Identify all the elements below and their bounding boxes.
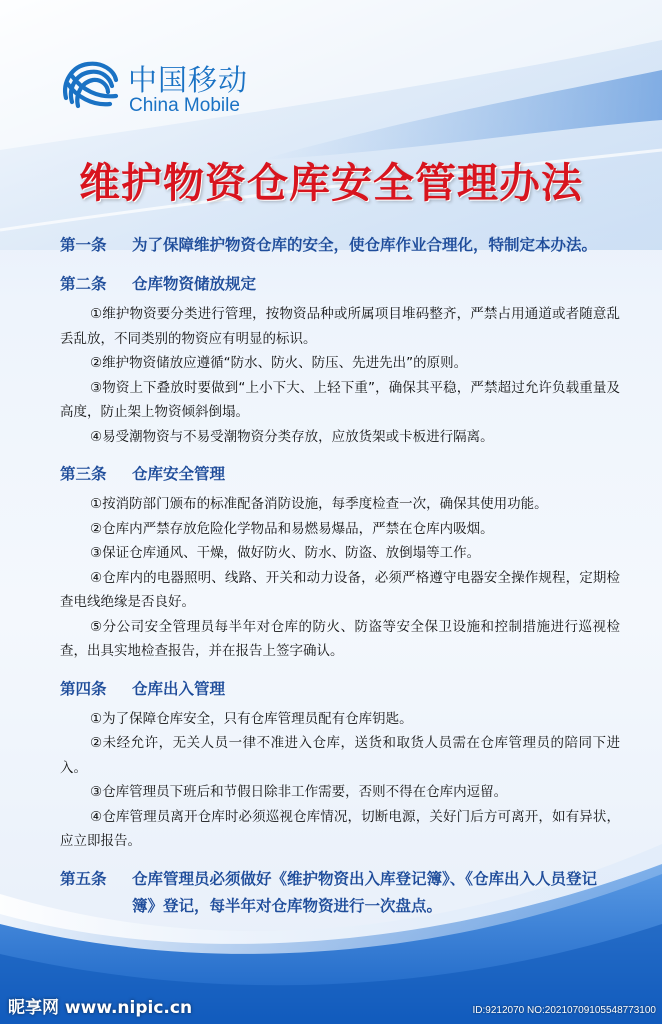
article-2-items [60,302,620,449]
list-item: ①按消防部门颁布的标准配备消防设施，每季度检查一次，确保其使用功能。 [90,496,548,512]
article-4-items [60,707,620,854]
list-item: ④仓库管理员离开仓库时必须巡视仓库情况，切断电源，关好门后方可离开，如有异状，应立即报告。 [60,808,620,849]
article-3-title: 仓库安全管理 [132,465,226,483]
list-item: ⑤分公司安全管理员每半年对仓库的防火、防盗等安全保卫设施和控制措施进行巡视检查，出具实地检查报告，并在报告上签字确认。 [60,618,620,659]
article-3-items [60,492,620,664]
list-item: ③保证仓库通风、干燥，做好防火、防水、防盗、放倒塌等工作。 [90,545,481,561]
article-1-text: 为了保障维护物资仓库的安全，使仓库作业合理化，特制定本办法。 [132,236,598,254]
watermark-site: 昵享网 www.nipic.cn [8,998,193,1018]
article-5-number: 第五条 [60,869,107,888]
article-5 [60,866,620,920]
list-item: ④仓库内的电器照明、线路、开关和动力设备，必须严格遵守电器安全操作规程，定期检查电线绝缘是否良好。 [60,569,620,610]
watermark-id: ID:9212070 NO:20210709105548773100 [472,1005,656,1016]
article-3-number: 第三条 [60,465,107,483]
article-2-title: 仓库物资储放规定 [132,275,257,293]
brand-name-en: China Mobile [129,95,240,116]
article-1-number: 第一条 [60,236,107,254]
regulation-content [60,232,620,920]
article-4-number: 第四条 [60,679,107,698]
article-1 [60,232,620,259]
page-title: 维护物资仓库安全管理办法 [79,159,583,207]
china-mobile-logo-icon [58,56,122,116]
list-item: ③仓库管理员下班后和节假日除非工作需要，否则不得在仓库内逗留。 [90,784,508,800]
article-2-heading [60,271,620,298]
list-item: ②未经允许，无关人员一律不准进入仓库，送货和取货人员需在仓库管理员的陪同下进入。 [60,735,620,776]
article-5-text: 仓库管理员必须做好《维护物资出入库登记簿》、《仓库出入人员登记簿》登记，每半年对仓库物资进行一次盘点。 [132,869,598,915]
list-item: ④易受潮物资与不易受潮物资分类存放，应放货架或卡板进行隔离。 [90,428,494,445]
article-4-heading [60,676,620,703]
article-4-title: 仓库出入管理 [132,679,226,698]
article-2-number: 第二条 [60,275,107,293]
list-item: ③物资上下叠放时要做到“上小下大、上轻下重”，确保其平稳，严禁超过允许负载重量及高度，防止架上物资倾斜倒塌。 [60,379,620,420]
list-item: ①为了保障仓库安全，只有仓库管理员配有仓库钥匙。 [90,710,413,727]
brand-name-cn: 中国移动 [128,63,249,97]
top-wave-background [0,0,662,250]
list-item: ②仓库内严禁存放危险化学物品和易燃易爆品，严禁在仓库内吸烟。 [90,520,494,537]
list-item: ②维护物资储放应遵循“防水、防火、防压、先进先出”的原则。 [90,355,468,371]
list-item: ①维护物资要分类进行管理，按物资品种或所属项目堆码整齐，严禁占用通道或者随意乱丢乱放，不同类别的物资应有明显的标识。 [60,306,620,347]
article-3-heading [60,461,620,488]
